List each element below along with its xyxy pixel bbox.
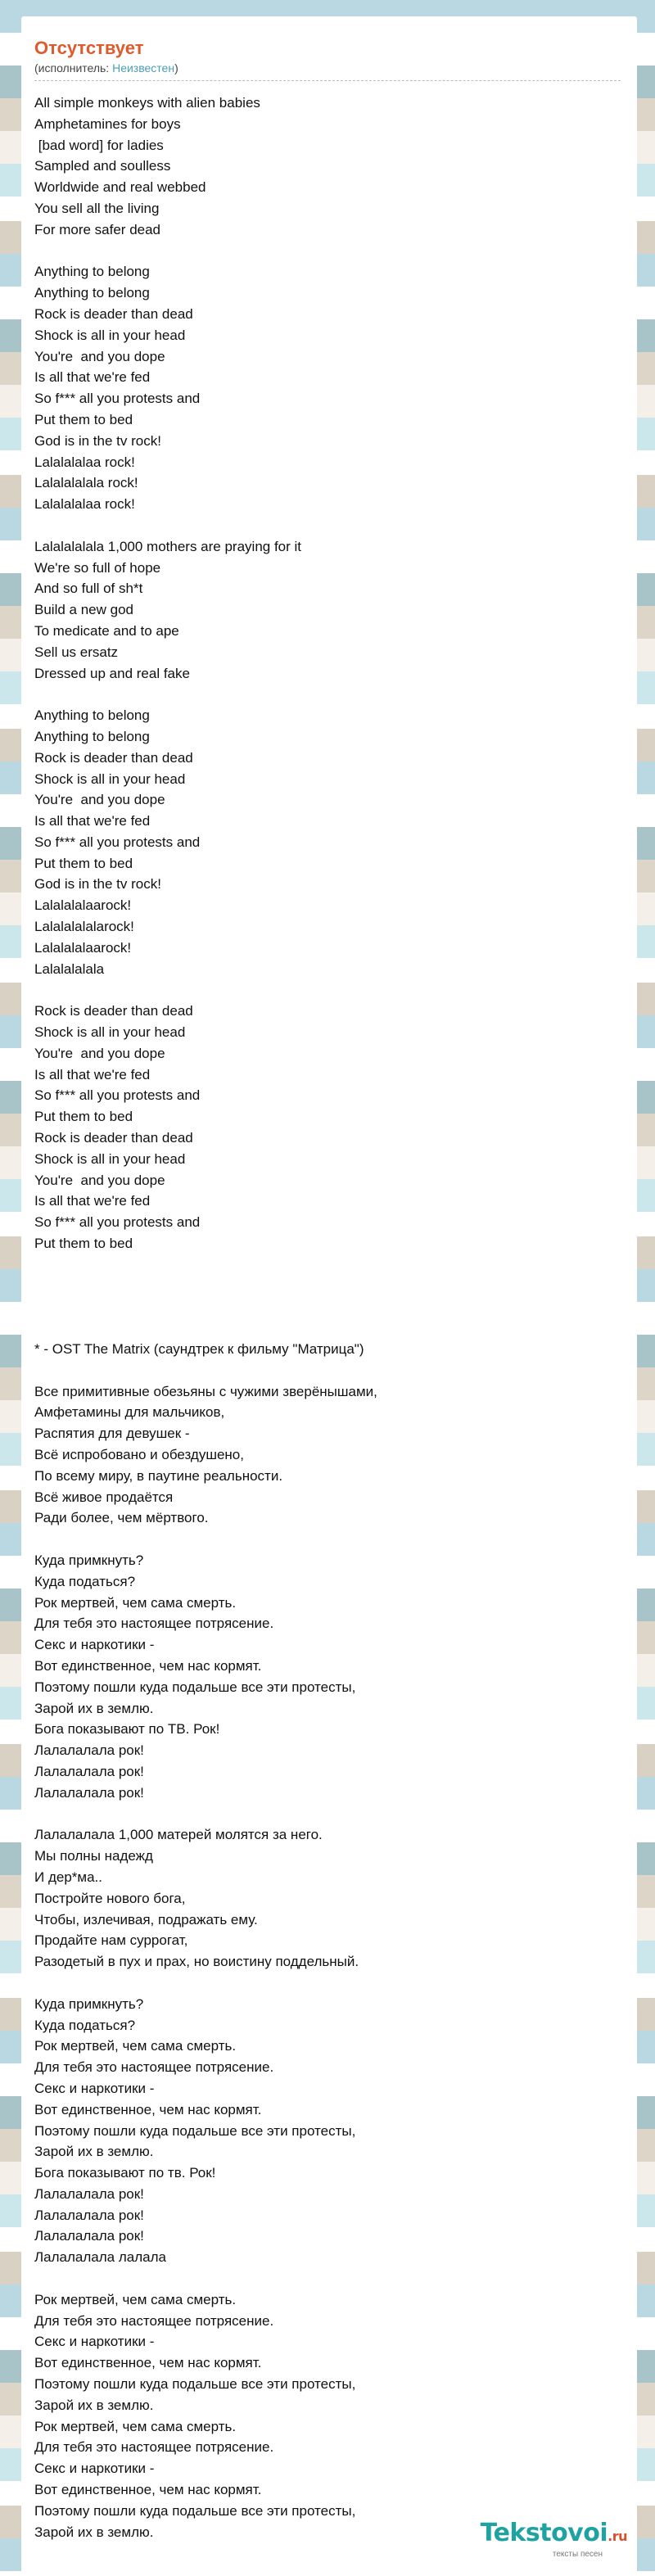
lyric-line: Anything to belong [34,285,150,301]
lyric-line: So f*** all you protests and [34,391,201,407]
lyric-line: So f*** all you protests and [34,1214,201,1231]
lyric-line [34,979,637,1001]
lyric-line: Вот единственное, чем нас кормят. [34,2355,262,2371]
lyric-line: Зарой их в землю. [34,2397,154,2413]
lyric-line: Shock is all in your head [34,1024,186,1041]
lyric-line: Лалалалала рок! [34,1763,144,1779]
lyric-line: Anything to belong [34,707,150,724]
lyric-line: Куда примкнуть? [34,1995,144,2012]
lyric-line: Распятия для девушек - [34,1426,190,1442]
lyric-line: Зарой их в землю. [34,1700,154,1716]
lyrics-text [34,93,637,2542]
lyric-line: Секс и наркотики - [34,2461,155,2477]
lyric-line: [bad word] for ladies [34,137,164,153]
lyric-line: Всё живое продаётся [34,1489,174,1505]
lyric-line: Рок мертвей, чем сама смерть. [34,1594,237,1611]
lyric-line: Put them to bed [34,855,133,871]
lyric-line: Поэтому пошли куда подальше все эти протесты, [34,1679,356,1695]
lyric-line: Amphetamines for boys [34,115,181,132]
lyric-line: So f*** all you protests and [34,1087,201,1104]
lyric-line: Anything to belong [34,728,150,744]
lyric-line: Is all that we're fed [34,813,151,829]
lyric-line [34,1804,637,1825]
lyric-line: Sampled and soulless [34,158,171,174]
lyric-line: Вот единственное, чем нас кормят. [34,2101,262,2117]
lyric-line: Sell us ersatz [34,644,119,660]
lyric-line: Вот единственное, чем нас кормят. [34,2482,262,2498]
lyric-line: Lalalalalala rock! [34,475,138,491]
lyric-line: Лалалалала рок! [34,2185,144,2202]
lyric-line: We're so full of hope [34,559,161,576]
lyric-line: Lalalalalala 1,000 mothers are praying for it [34,538,302,554]
lyric-line [34,1529,637,1550]
lyric-line [34,515,637,536]
lyric-line: Lalalalalala [34,960,105,977]
lyric-line: Рок мертвей, чем сама смерть. [34,2038,237,2054]
logo-tagline: тексты песен [552,2550,603,2559]
lyric-line: Lalalalalaa rock! [34,496,135,513]
lyric-line [34,1296,637,1317]
lyric-line: Ради более, чем мёртвого. [34,1510,209,1526]
lyric-line: Лалалалала лалала [34,2249,166,2266]
lyric-line: Вот единственное, чем нас кормят. [34,1657,262,1674]
lyric-line: Лалалалала рок! [34,1742,144,1759]
lyric-line: Для тебя это настоящее потрясение. [34,2059,274,2076]
lyric-line: Зарой их в землю. [34,2524,154,2540]
lyric-line: Бога показывают по ТВ. Рок! [34,1721,220,1738]
lyric-line: Rock is deader than dead [34,749,193,766]
lyric-line: Поэтому пошли куда подальше все эти протесты, [34,2376,356,2393]
lyric-line [34,1276,637,1297]
lyric-line: Все примитивные обезьяны с чужими зверёнышами, [34,1383,377,1399]
lyric-line: Зарой их в землю. [34,2144,154,2160]
song-title: Отсутствует [34,38,144,58]
lyric-line: Лалалалала рок! [34,2207,144,2223]
lyric-line [34,1254,637,1276]
lyric-line: Рок мертвей, чем сама смерть. [34,2418,237,2434]
lyric-line: Rock is deader than dead [34,1003,193,1019]
lyric-line: Лалалалала 1,000 матерей молятся за него. [34,1827,323,1843]
lyric-line: И дер*ма.. [34,1869,102,1885]
lyric-line: Куда примкнуть? [34,1552,144,1568]
lyric-line: Rock is deader than dead [34,1130,193,1146]
lyric-line: Разодетый в пух и прах, но воистину поддельный. [34,1954,359,1970]
lyric-line: Shock is all in your head [34,1150,186,1167]
logo-name: Tekstovoi [480,2519,608,2547]
lyric-line: Is all that we're fed [34,1066,151,1082]
lyric-line: Мы полны надежд [34,1848,153,1864]
lyric-line: And so full of sh*t [34,581,143,597]
lyric-line: Is all that we're fed [34,1193,151,1209]
lyric-line: Put them to bed [34,1236,133,1252]
lyric-line: Shock is all in your head [34,771,186,787]
lyric-line: Shock is all in your head [34,327,186,343]
lyric-line: To medicate and to ape [34,622,179,639]
lyric-line: Амфетамины для мальчиков, [34,1404,225,1421]
lyric-line [34,241,637,262]
lyric-line: So f*** all you protests and [34,834,201,850]
lyric-line: Lalalalalaarock! [34,897,132,914]
lyric-line: Anything to belong [34,264,150,280]
lyric-line: Lalalalalalarock! [34,919,134,935]
lyric-line: Лалалалала рок! [34,1784,144,1801]
lyric-line: Dressed up and real fake [34,665,190,681]
lyric-line: You sell all the living [34,200,160,216]
lyric-line: For more safer dead [34,221,161,237]
lyric-line: Is all that we're fed [34,369,151,386]
lyric-line: Lalalalalaa rock! [34,454,135,470]
lyric-line: Секс и наркотики - [34,2334,155,2350]
lyric-line: God is in the tv rock! [34,432,161,449]
lyric-line: Для тебя это настоящее потрясение. [34,2312,274,2329]
lyric-line: По всему миру, в паутине реальности. [34,1467,283,1484]
lyric-line: Поэтому пошли куда подальше все эти протесты, [34,2502,356,2519]
lyric-line: Worldwide and real webbed [34,179,206,196]
lyric-line: You're and you dope [34,792,165,808]
lyric-line: Рок мертвей, чем сама смерть. [34,2291,237,2307]
lyric-line: Чтобы, излечивая, подражать ему. [34,1911,258,1927]
lyric-line: Build a new god [34,602,133,618]
lyric-line: You're and you dope [34,348,165,364]
lyric-line: Постройте нового бога, [34,1890,186,1906]
lyric-line: God is in the tv rock! [34,876,161,893]
lyric-line [34,1317,637,1339]
lyric-line [34,1360,637,1381]
artist-suffix: ) [174,61,178,75]
lyric-line: All simple monkeys with alien babies [34,95,260,111]
lyric-line: Лалалалала рок! [34,2228,144,2244]
lyric-line: Куда податься? [34,1573,136,1589]
artist-line [34,61,621,81]
lyric-line: You're and you dope [34,1172,165,1188]
lyric-line: Rock is deader than dead [34,305,193,322]
lyric-line: You're and you dope [34,1045,165,1061]
lyrics-card [21,16,637,2576]
lyric-line: Для тебя это настоящее потрясение. [34,2439,274,2456]
lyric-line: Поэтому пошли куда подальше все эти протесты, [34,2122,356,2139]
lyric-line: Put them to bed [34,1109,133,1125]
lyric-line: Бога показывают по тв. Рок! [34,2165,216,2181]
lyric-line: Для тебя это настоящее потрясение. [34,1616,274,1632]
lyric-line: * - OST The Matrix (саундтрек к фильму "Матрица") [34,1341,364,1358]
lyric-line: Секс и наркотики - [34,1637,155,1653]
lyric-line: Lalalalalaarock! [34,939,132,956]
lyric-line [34,2268,637,2289]
lyric-line: Продайте нам суррогат, [34,1932,188,1949]
artist-prefix: (исполнитель: [34,61,113,75]
lyric-line: Всё испробовано и обездушено, [34,1447,244,1462]
lyric-line: Put them to bed [34,411,133,427]
lyric-line: Куда податься? [34,2017,136,2033]
artist-link[interactable]: Неизвестен [112,61,175,75]
lyric-line [34,684,637,705]
site-logo[interactable] [445,2520,627,2560]
logo-suffix: .ru [608,2529,627,2544]
lyric-line [34,1973,637,1994]
lyric-line: Секс и наркотики - [34,2080,155,2096]
